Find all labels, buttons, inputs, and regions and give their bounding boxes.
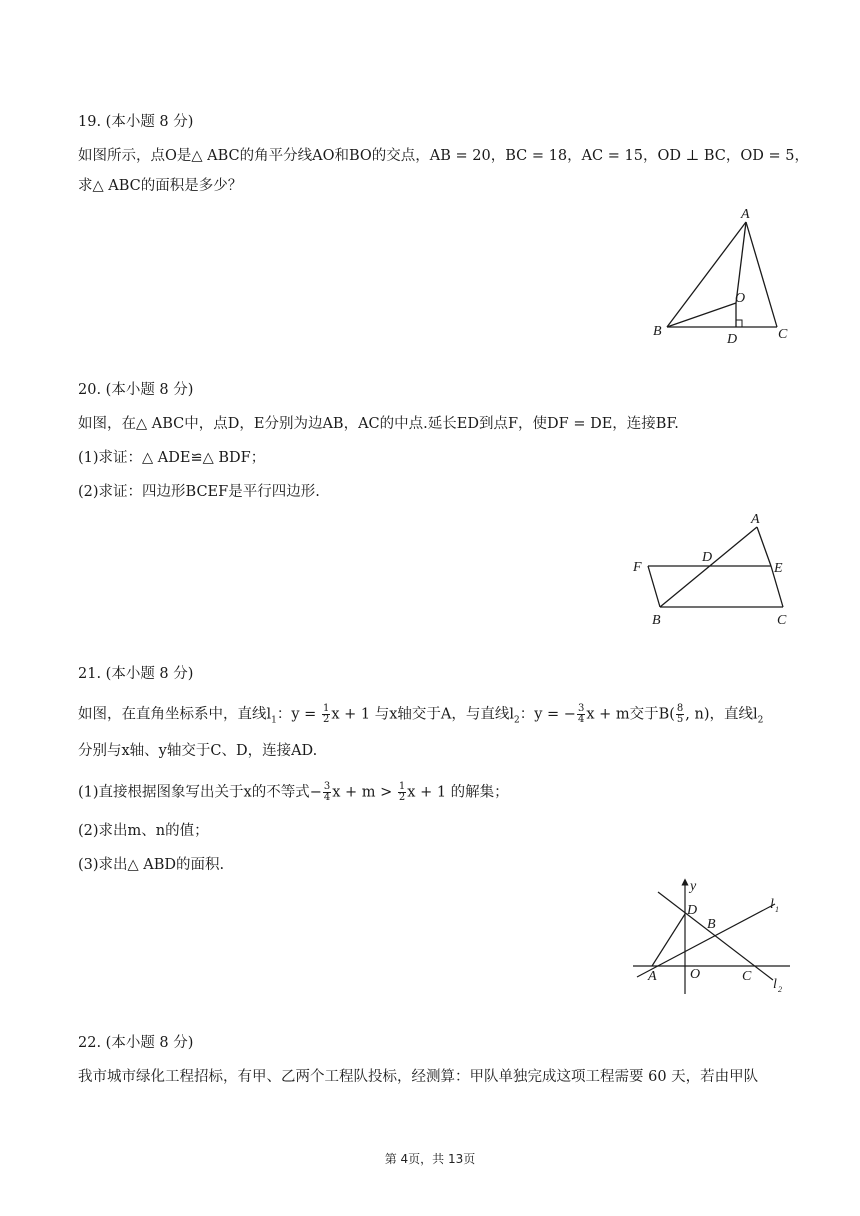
q21-text-line2: 分别与x轴、y轴交于C、D，连接AD. <box>78 743 318 759</box>
q21-text-line1: 如图，在直角坐标系中，直线$l_1$：y = $\frac{1}{2}$ x + 1 与x轴交于A，与直线$l_2$：y = − $\frac{3}{4}$ x + m交于B( $\frac{8}{5}$ , n)，直线$l_2$ <box>78 703 764 726</box>
q20-label-D: D <box>702 550 713 565</box>
q21-text-line5: (3)求出△ ABD的面积. <box>78 857 225 873</box>
q20-label-A: A <box>751 512 760 527</box>
q20-text-line1: 如图，在△ ABC中，点D，E分别为边AB，AC的中点.延长ED到点F，使DF = DE，连接BF. <box>78 416 679 432</box>
q19-label-D: D <box>727 332 738 347</box>
q19-text-line2: 求△ ABC的面积是多少？ <box>78 178 243 194</box>
q19-heading: 19. (本小题 8 分) <box>78 114 194 130</box>
q22-heading: 22. (本小题 8 分) <box>78 1035 194 1051</box>
q21-label-A: A <box>648 969 657 984</box>
q22-text-line1: 我市城市绿化工程招标，有甲、乙两个工程队投标，经测算：甲队单独完成这项工程需要 60 天，若由甲队 <box>78 1069 759 1085</box>
q21-text-line3: (1)直接根据图象写出关于x的不等式− $\frac{3}{4}$ x + m > $\frac{1}{2}$ x + 1 的解集； <box>78 781 509 803</box>
q21-text-line4: (2)求出m、n的值； <box>78 823 209 839</box>
q19-label-O: O <box>735 291 746 306</box>
q19-label-C: C <box>778 327 788 342</box>
q21-label-l1: l <box>770 897 774 912</box>
q19-triangle-figure <box>640 200 800 350</box>
q19-text-line1: 如图所示，点O是△ ABC的角平分线AO和BO的交点，AB = 20，BC = 18，AC = 15，OD ⊥ BC，OD = 5， <box>78 148 809 164</box>
q20-parallelogram-figure <box>625 505 800 630</box>
q20-label-C: C <box>777 613 787 628</box>
q21-label-B: B <box>707 917 716 932</box>
q21-label-l2-sub: 2 <box>778 985 782 994</box>
q21-label-l1-sub: 1 <box>775 905 779 914</box>
q19-label-A: A <box>741 207 750 222</box>
q21-heading: 21. (本小题 8 分) <box>78 666 194 682</box>
q20-label-E: E <box>774 561 783 576</box>
q21-label-O: O <box>690 967 701 982</box>
q20-heading: 20. (本小题 8 分) <box>78 382 194 398</box>
q19-label-B: B <box>653 324 662 339</box>
q21-coordinate-figure <box>625 872 800 1002</box>
q21-label-y: y <box>690 879 697 894</box>
q21-label-l2: l <box>773 977 777 992</box>
q20-text-line3: (2)求证：四边形BCEF是平行四边形. <box>78 484 320 500</box>
page-footer: 第 4页，共 13页 <box>384 1152 476 1166</box>
q21-label-C: C <box>742 969 752 984</box>
q21-label-D: D <box>687 903 698 918</box>
q20-text-line2: (1)求证：△ ADE≌△ BDF； <box>78 450 266 466</box>
q20-label-B: B <box>652 613 661 628</box>
q20-label-F: F <box>633 560 642 575</box>
